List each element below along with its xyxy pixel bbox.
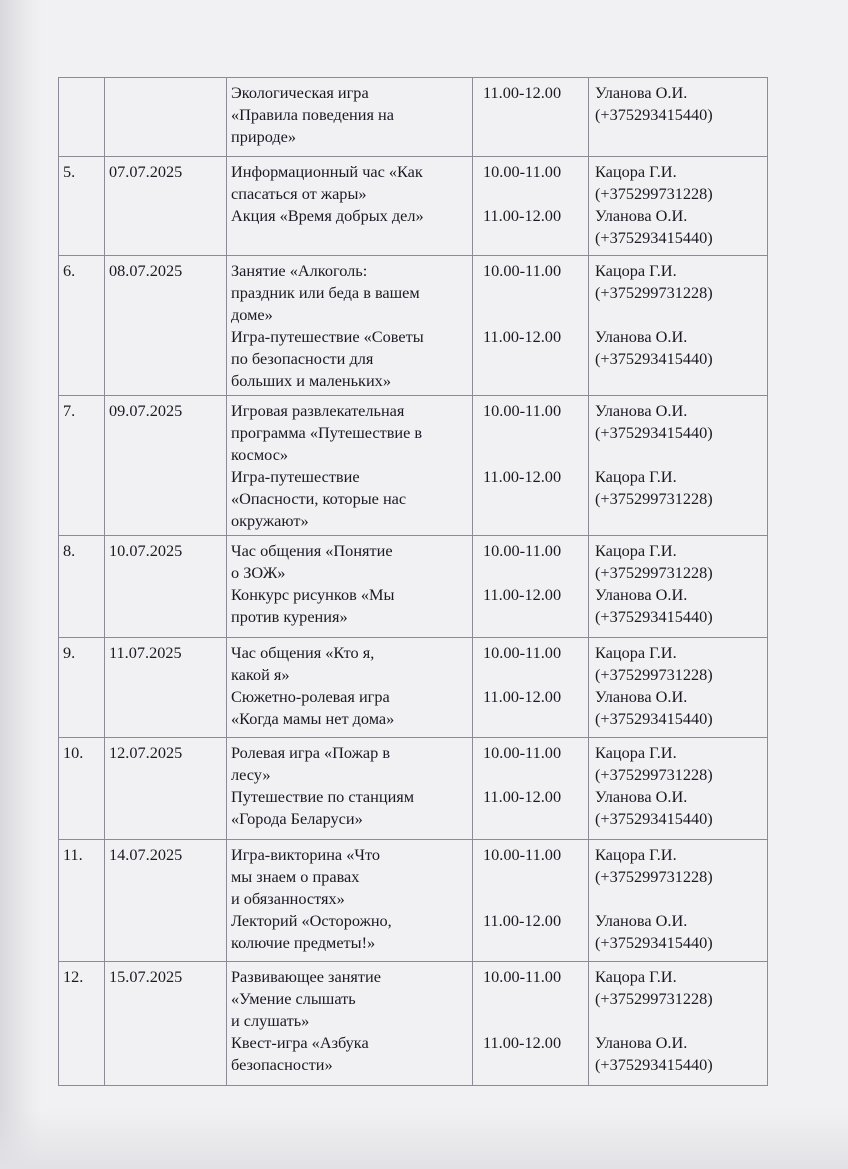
- row-events: [227, 256, 473, 396]
- row-responsible: [589, 396, 768, 536]
- row-times: [473, 962, 589, 1086]
- person-name: Кацора Г.И.: [595, 261, 677, 280]
- person-phone: (+375299731228): [595, 489, 713, 508]
- row-times: [473, 157, 589, 256]
- row-number: 6.: [59, 256, 105, 396]
- row-times: [473, 638, 589, 738]
- row-times: [473, 536, 589, 638]
- row-events: [227, 536, 473, 638]
- person-phone: (+375293415440): [595, 105, 713, 124]
- person-phone: (+375299731228): [595, 184, 713, 203]
- event-line: лесу»: [231, 765, 271, 784]
- row-responsible: [589, 78, 768, 157]
- table-row: [59, 396, 768, 536]
- time-slot: 11.00-12.00: [483, 206, 562, 225]
- row-number: 9.: [59, 638, 105, 738]
- row-events: [227, 962, 473, 1086]
- person-phone: (+375299731228): [595, 665, 713, 684]
- time-slot: 11.00-12.00: [483, 585, 562, 604]
- time-slot: 11.00-12.00: [483, 467, 562, 486]
- event-line: окружают»: [231, 511, 309, 530]
- person-name: Кацора Г.И.: [595, 967, 677, 986]
- row-date: 14.07.2025: [105, 840, 227, 962]
- person-phone: (+375299731228): [595, 765, 713, 784]
- person-phone: (+375293415440): [595, 423, 713, 442]
- row-responsible: [589, 536, 768, 638]
- person-phone: (+375299731228): [595, 283, 713, 302]
- time-slot: 10.00-11.00: [483, 743, 562, 762]
- row-date: [105, 78, 227, 157]
- time-slot: 11.00-12.00: [483, 911, 562, 930]
- person-name: Кацора Г.И.: [595, 743, 677, 762]
- event-line: Акция «Время добрых дел»: [231, 206, 424, 225]
- row-responsible: [589, 256, 768, 396]
- row-number: 11.: [59, 840, 105, 962]
- time-slot: 10.00-11.00: [483, 541, 562, 560]
- event-line: Лекторий «Осторожно,: [231, 911, 392, 930]
- event-line: Ролевая игра «Пожар в: [231, 743, 391, 762]
- time-slot: 10.00-11.00: [483, 967, 562, 986]
- row-events: [227, 157, 473, 256]
- time-slot: 11.00-12.00: [483, 687, 562, 706]
- event-line: праздник или беда в вашем: [231, 283, 420, 302]
- person-name: Уланова О.И.: [595, 585, 688, 604]
- event-line: спасаться от жары»: [231, 184, 367, 203]
- row-date: 10.07.2025: [105, 536, 227, 638]
- row-number: [59, 78, 105, 157]
- row-responsible: [589, 962, 768, 1086]
- person-name: Кацора Г.И.: [595, 541, 677, 560]
- event-line: Развивающее занятие: [231, 967, 381, 986]
- row-events: [227, 840, 473, 962]
- person-phone: (+375293415440): [595, 1055, 713, 1074]
- event-line: Информационный час «Как: [231, 162, 423, 181]
- row-events: [227, 638, 473, 738]
- row-events: [227, 738, 473, 840]
- person-phone: (+375293415440): [595, 349, 713, 368]
- time-slot: 10.00-11.00: [483, 162, 562, 181]
- event-line: Путешествие по станциям: [231, 787, 415, 806]
- table-row: [59, 256, 768, 396]
- event-line: «Умение слышать: [231, 989, 356, 1008]
- row-responsible: [589, 840, 768, 962]
- row-number: 7.: [59, 396, 105, 536]
- event-line: природе»: [231, 127, 297, 146]
- table-row: [59, 78, 768, 157]
- row-date: 15.07.2025: [105, 962, 227, 1086]
- person-phone: (+375293415440): [595, 809, 713, 828]
- row-number: 5.: [59, 157, 105, 256]
- row-date: 12.07.2025: [105, 738, 227, 840]
- row-times: [473, 840, 589, 962]
- person-phone: (+375299731228): [595, 989, 713, 1008]
- event-line: «Правила поведения на: [231, 105, 394, 124]
- event-line: Квест-игра «Азбука: [231, 1033, 369, 1052]
- event-line: безопасности»: [231, 1055, 333, 1074]
- row-times: [473, 78, 589, 157]
- person-name: Кацора Г.И.: [595, 643, 677, 662]
- event-line: космос»: [231, 445, 289, 464]
- event-line: доме»: [231, 305, 273, 324]
- event-line: «Города Беларуси»: [231, 809, 363, 828]
- person-name: Уланова О.И.: [595, 1033, 688, 1052]
- event-line: колючие предметы!»: [231, 933, 376, 952]
- event-line: Час общения «Понятие: [231, 541, 393, 560]
- row-number: 12.: [59, 962, 105, 1086]
- row-date: 09.07.2025: [105, 396, 227, 536]
- row-date: 08.07.2025: [105, 256, 227, 396]
- event-line: больших и маленьких»: [231, 371, 391, 390]
- event-line: Экологическая игра: [231, 83, 369, 102]
- person-name: Уланова О.И.: [595, 911, 688, 930]
- row-times: [473, 396, 589, 536]
- time-slot: 10.00-11.00: [483, 845, 562, 864]
- person-name: Уланова О.И.: [595, 206, 688, 225]
- event-line: Игра-путешествие «Советы: [231, 327, 424, 346]
- row-responsible: [589, 738, 768, 840]
- person-name: Уланова О.И.: [595, 327, 688, 346]
- row-times: [473, 738, 589, 840]
- event-line: по безопасности для: [231, 349, 374, 368]
- time-slot: 11.00-12.00: [483, 327, 562, 346]
- row-responsible: [589, 638, 768, 738]
- event-line: какой я»: [231, 665, 290, 684]
- person-phone: (+375299731228): [595, 867, 713, 886]
- event-line: Занятие «Алкоголь:: [231, 261, 368, 280]
- person-phone: (+375293415440): [595, 228, 713, 247]
- event-line: Игровая развлекательная: [231, 401, 405, 420]
- event-line: Игра-викторина «Что: [231, 845, 380, 864]
- event-line: Конкурс рисунков «Мы: [231, 585, 395, 604]
- table-row: [59, 157, 768, 256]
- row-date: 11.07.2025: [105, 638, 227, 738]
- event-line: Час общения «Кто я,: [231, 643, 375, 662]
- schedule-table: [58, 77, 768, 1086]
- row-events: [227, 78, 473, 157]
- event-line: против курения»: [231, 607, 348, 626]
- table-row: [59, 638, 768, 738]
- event-line: Игра-путешествие: [231, 467, 360, 486]
- scan-bottom-shadow: [0, 1109, 848, 1169]
- table-row: [59, 962, 768, 1086]
- time-slot: 11.00-12.00: [483, 83, 562, 102]
- schedule-body: [59, 78, 768, 1086]
- person-phone: (+375293415440): [595, 933, 713, 952]
- row-date: 07.07.2025: [105, 157, 227, 256]
- time-slot: 11.00-12.00: [483, 1033, 562, 1052]
- table-row: [59, 738, 768, 840]
- time-slot: 10.00-11.00: [483, 643, 562, 662]
- person-name: Уланова О.И.: [595, 401, 688, 420]
- event-line: «Когда мамы нет дома»: [231, 709, 395, 728]
- row-events: [227, 396, 473, 536]
- event-line: «Опасности, которые нас: [231, 489, 407, 508]
- person-name: Кацора Г.И.: [595, 845, 677, 864]
- person-phone: (+375293415440): [595, 709, 713, 728]
- event-line: мы знаем о правах: [231, 867, 360, 886]
- row-times: [473, 256, 589, 396]
- row-responsible: [589, 157, 768, 256]
- table-row: [59, 840, 768, 962]
- person-name: Уланова О.И.: [595, 687, 688, 706]
- scan-edge-shadow: [0, 0, 42, 1169]
- event-line: и слушать»: [231, 1011, 310, 1030]
- table-row: [59, 536, 768, 638]
- event-line: Сюжетно-ролевая игра: [231, 687, 390, 706]
- person-phone: (+375299731228): [595, 563, 713, 582]
- event-line: о ЗОЖ»: [231, 563, 286, 582]
- person-phone: (+375293415440): [595, 607, 713, 626]
- time-slot: 11.00-12.00: [483, 787, 562, 806]
- person-name: Уланова О.И.: [595, 787, 688, 806]
- event-line: и обязанностях»: [231, 889, 345, 908]
- person-name: Кацора Г.И.: [595, 162, 677, 181]
- event-line: программа «Путешествие в: [231, 423, 423, 442]
- person-name: Уланова О.И.: [595, 83, 688, 102]
- time-slot: 10.00-11.00: [483, 401, 562, 420]
- person-name: Кацора Г.И.: [595, 467, 677, 486]
- time-slot: 10.00-11.00: [483, 261, 562, 280]
- row-number: 8.: [59, 536, 105, 638]
- row-number: 10.: [59, 738, 105, 840]
